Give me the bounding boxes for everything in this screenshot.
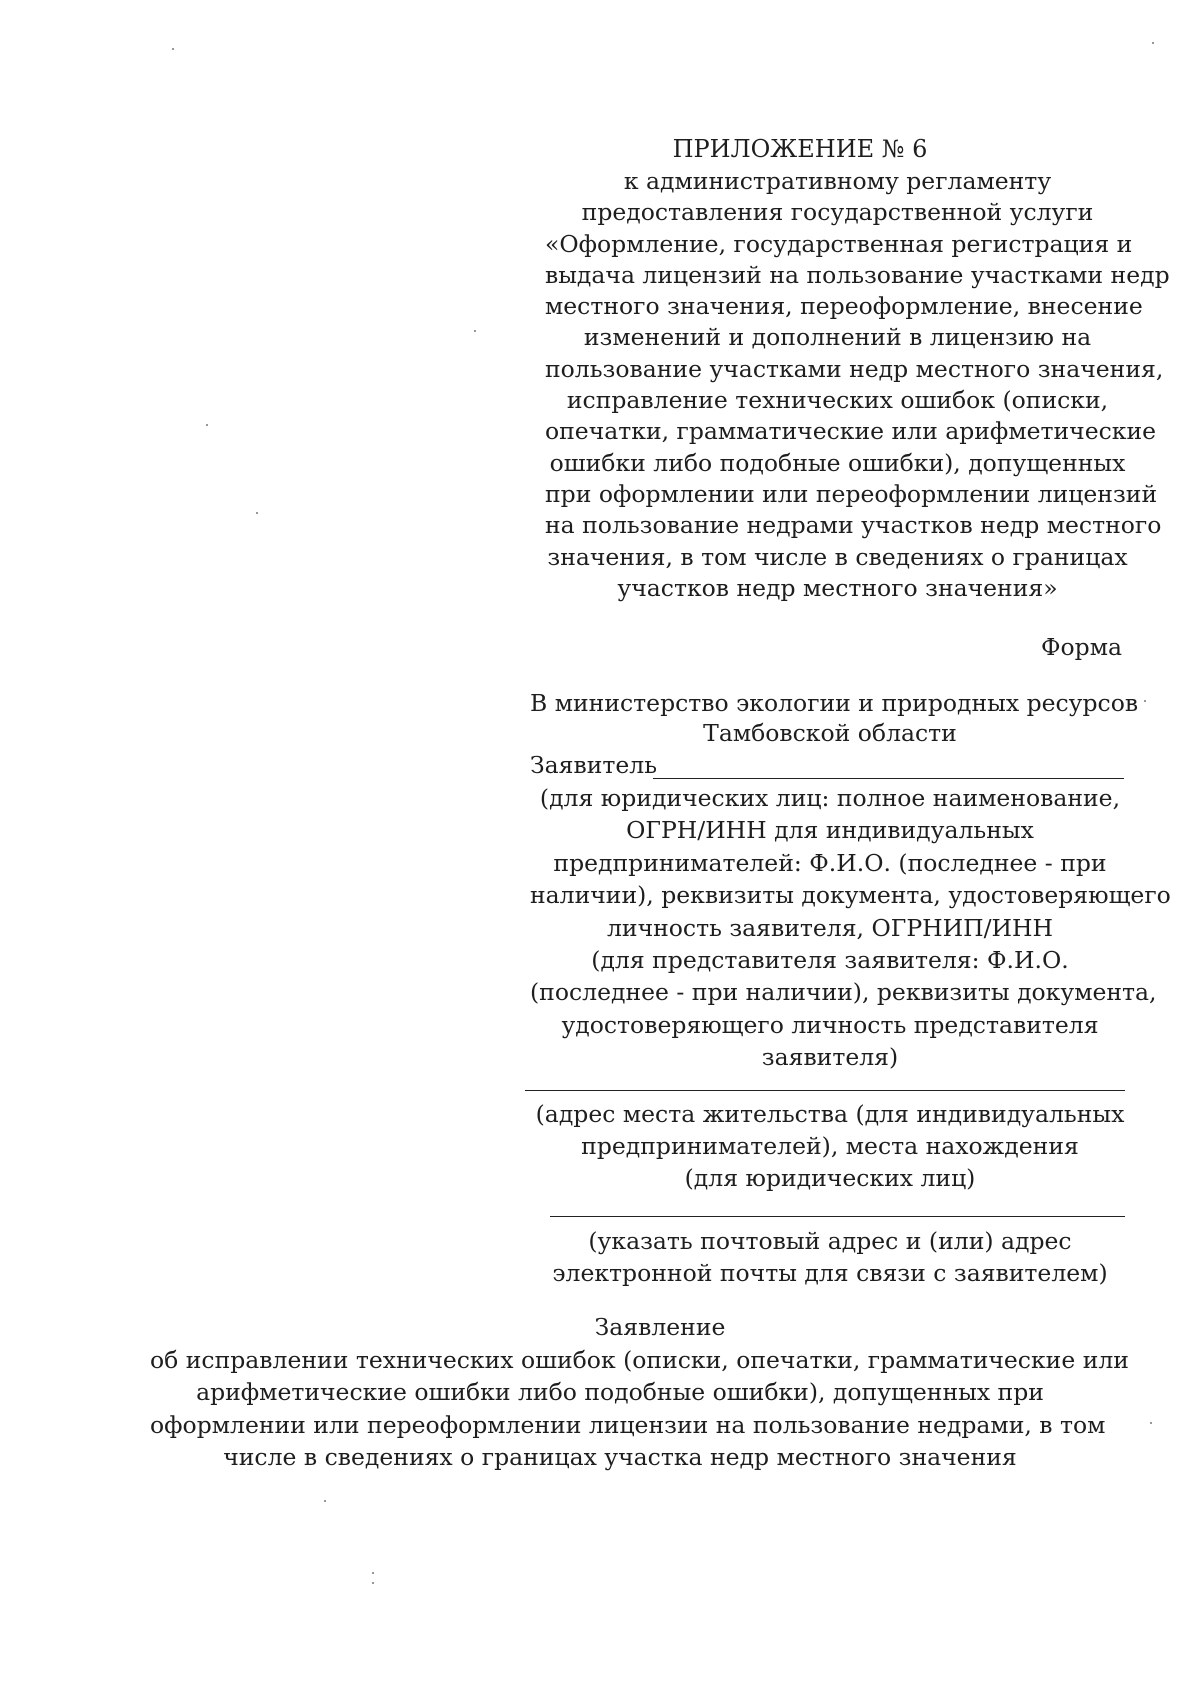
address-note [530, 1098, 1130, 1194]
statement-line: оформлении или переоформлении лицензии на пользование недрами, в том [150, 1410, 1106, 1439]
recipient-line: В министерство экологии и природных ресурсов [530, 689, 1139, 717]
applicant-note [530, 782, 1171, 1074]
scan-speck [1150, 1422, 1152, 1424]
appendix-line: предоставления государственной услуги [581, 198, 1094, 227]
scan-speck [1152, 42, 1154, 44]
scan-speck [372, 1582, 374, 1584]
applicant-field [530, 750, 1130, 782]
appendix-title: ПРИЛОЖЕНИЕ № 6 [672, 135, 928, 163]
applicant-note-line: наличии), реквизиты документа, удостоверяющего [530, 881, 1171, 910]
scan-speck [172, 48, 174, 50]
applicant-note-line: (для юридических лиц: полное наименование, [539, 784, 1121, 812]
recipient-line: Тамбовской области [703, 719, 957, 747]
scan-speck [1144, 700, 1146, 702]
scan-speck [256, 512, 258, 514]
applicant-blank-line [653, 778, 1124, 779]
applicant-label: Заявитель [530, 751, 658, 779]
appendix-line: выдача лицензий на пользование участками недр [545, 260, 1170, 289]
scan-speck [372, 1572, 374, 1574]
contact-note [530, 1225, 1130, 1289]
applicant-note-line: (для представителя заявителя: Ф.И.О. [591, 946, 1069, 975]
appendix-line: изменений и дополнений в лицензию на [583, 323, 1092, 352]
statement-body [150, 1344, 1129, 1474]
statement-line: числе в сведениях о границах участка недр местного значения [223, 1443, 1017, 1472]
applicant-note-line: заявителя) [761, 1043, 899, 1072]
address-note-line: предпринимателей), места нахождения [581, 1132, 1079, 1160]
appendix-line: местного значения, переоформление, внесение [545, 292, 1143, 321]
appendix-line: значения, в том числе в сведениях о границах [547, 542, 1128, 571]
appendix-line: ошибки либо подобные ошибки), допущенных [549, 448, 1126, 477]
address-note-line: (адрес места жительства (для индивидуальных [535, 1100, 1125, 1128]
scan-speck [206, 424, 208, 426]
applicant-note-line: ОГРН/ИНН для индивидуальных [626, 816, 1034, 845]
scan-speck [474, 330, 476, 332]
appendix-line: пользование участками недр местного значения, [545, 354, 1164, 383]
address-blank-line [525, 1090, 1125, 1091]
scan-speck [324, 1500, 326, 1502]
applicant-note-line: предпринимателей: Ф.И.О. (последнее - при [553, 848, 1107, 877]
recipient-block [530, 688, 1139, 748]
address-note-line: (для юридических лиц) [684, 1164, 976, 1192]
contact-note-line: электронной почты для связи с заявителем) [552, 1259, 1108, 1287]
contact-note-line: (указать почтовый адрес и (или) адрес [588, 1227, 1072, 1255]
appendix-line: к административному регламенту [623, 167, 1052, 195]
appendix-line: исправление технических ошибок (описки, [566, 386, 1109, 415]
appendix-description [545, 166, 1170, 604]
appendix-line: на пользование недрами участков недр местного [545, 511, 1162, 540]
appendix-line: при оформлении или переоформлении лицензий [545, 479, 1158, 508]
contact-blank-line [550, 1216, 1125, 1217]
form-label: Форма [1041, 633, 1122, 661]
statement-line: арифметические ошибки либо подобные ошибки), допущенных при [196, 1378, 1044, 1407]
applicant-note-line: (последнее - при наличии), реквизиты документа, [530, 978, 1157, 1007]
applicant-note-line: личность заявителя, ОГРНИП/ИНН [606, 913, 1054, 942]
appendix-line: участков недр местного значения» [617, 573, 1058, 602]
applicant-note-line: удостоверяющего личность представителя [561, 1010, 1099, 1039]
appendix-line: опечатки, грамматические или арифметические [545, 417, 1157, 446]
appendix-line: «Оформление, государственная регистрация и [545, 229, 1133, 258]
statement-title: Заявление [594, 1313, 726, 1341]
statement-line: об исправлении технических ошибок (описки, опечатки, грамматические или [150, 1346, 1129, 1374]
